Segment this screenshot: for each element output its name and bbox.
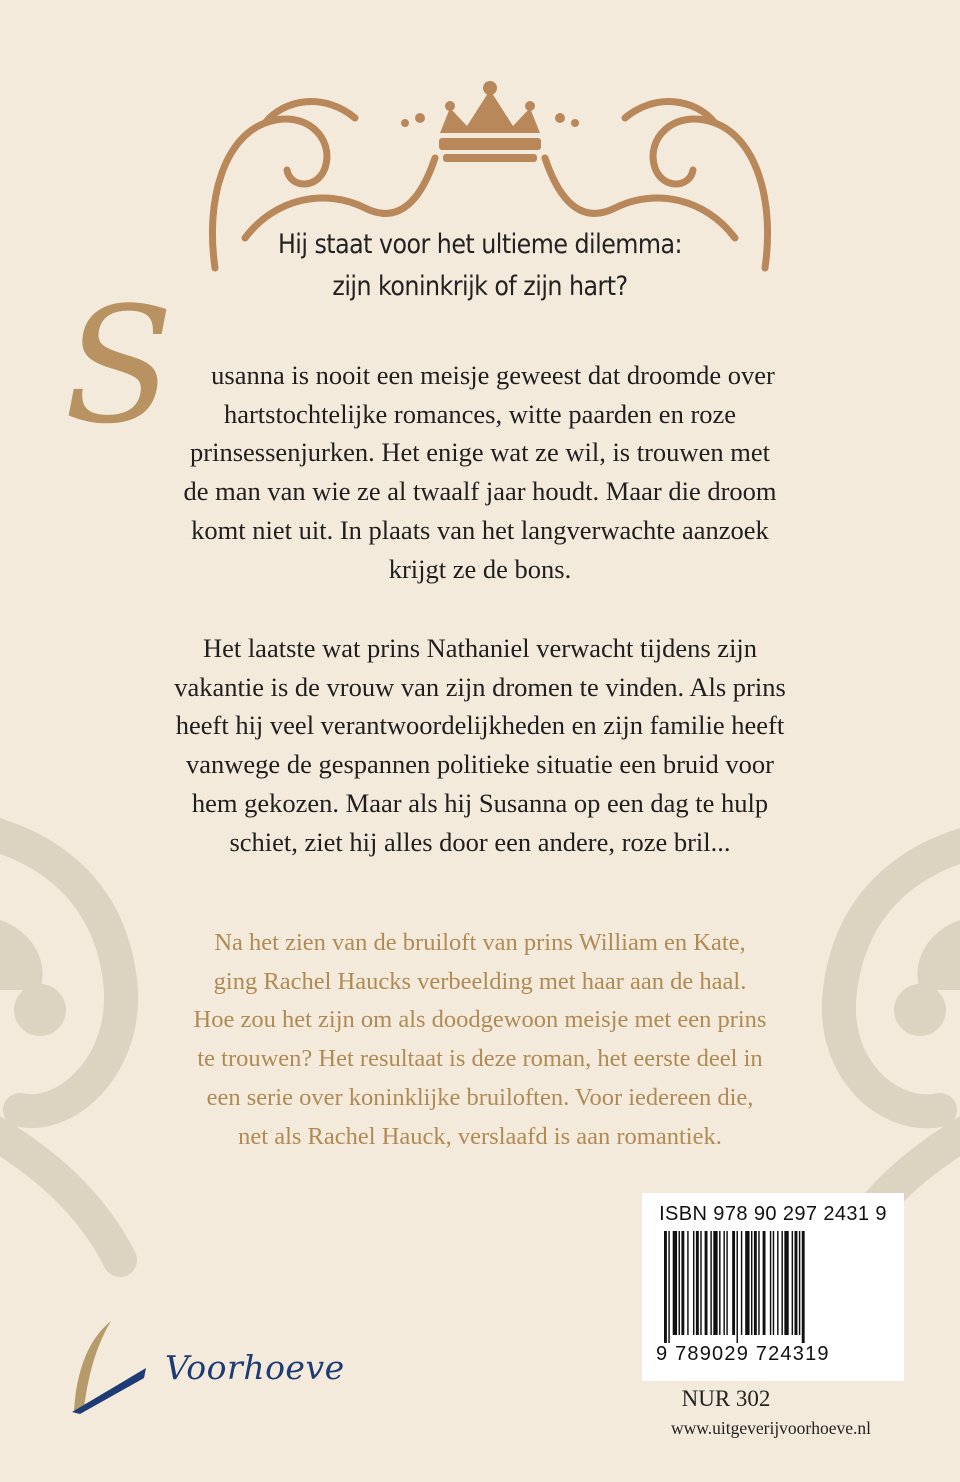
paragraph-line: ging Rachel Haucks verbeelding met haar aan de haal. <box>213 967 747 995</box>
paragraph-line: Na het zien van de bruiloft van prins William en Kate, <box>214 929 746 956</box>
paragraph-line: hartstochtelijke romances, witte paarden en roze <box>223 398 737 429</box>
barcode-bar <box>737 1231 738 1343</box>
synopsis-paragraph-1 <box>0 356 960 588</box>
paragraph-line: komt niet uit. In plaats van het langverwachte aanzoek <box>191 514 769 545</box>
barcode-digits: 9 789029 724319 <box>656 1343 830 1365</box>
quill-logo-icon <box>66 1316 156 1416</box>
barcode-bar <box>751 1231 752 1335</box>
publisher-name: Voorhoeve <box>165 1348 345 1387</box>
barcode-bar <box>681 1231 684 1335</box>
barcode-bar <box>799 1231 800 1335</box>
barcode-bar <box>700 1231 701 1335</box>
barcode-bar <box>719 1231 720 1335</box>
barcode-bar <box>693 1231 694 1335</box>
tagline-line-2: zijn koninkrijk of zijn hart? <box>332 271 628 302</box>
barcode-bar <box>784 1231 788 1335</box>
barcode-bar <box>777 1231 778 1335</box>
barcode-bar <box>705 1231 708 1335</box>
barcode-bar <box>741 1231 742 1335</box>
publisher-website: www.uitgeverijvoorhoeve.nl <box>670 1418 872 1438</box>
barcode-bar <box>758 1231 759 1335</box>
barcode-bar <box>745 1231 749 1335</box>
barcode-bar <box>732 1231 735 1335</box>
nur-code: NUR 302 <box>681 1386 771 1411</box>
barcode-bar <box>664 1231 667 1343</box>
paragraph-line: een serie over koninklijke bruiloften. Voor iedereen die, <box>206 1083 754 1111</box>
barcode-bar <box>726 1231 727 1335</box>
barcode-icon <box>664 1231 882 1343</box>
barcode-bar <box>679 1231 680 1335</box>
barcode-bar <box>673 1231 677 1335</box>
paragraph-line: schiet, ziet hij alles door een andere, roze bril... <box>229 826 731 857</box>
barcode-bar <box>710 1231 711 1335</box>
barcode-bar <box>795 1231 798 1335</box>
paragraph-line: net als Rachel Hauck, verslaafd is aan romantiek. <box>238 1122 722 1150</box>
barcode-bar <box>713 1231 717 1335</box>
paragraph-line: de man van wie ze al twaalf jaar houdt. Maar die droom <box>183 476 777 507</box>
barcode-bar <box>770 1231 771 1335</box>
paragraph-line: te trouwen? Het resultaat is deze roman, het eerste deel in <box>197 1045 763 1073</box>
paragraph-line: prinsessenjurken. Het enige wat ze wil, is trouwen met <box>190 437 770 468</box>
barcode-bar <box>773 1231 774 1335</box>
barcode-bar <box>802 1231 805 1343</box>
drop-cap: S <box>64 272 174 459</box>
paragraph-line: usanna is nooit een meisje geweest dat droomde over <box>211 360 775 390</box>
tagline <box>58 224 903 308</box>
barcode-bar <box>763 1231 766 1335</box>
barcode-bar <box>687 1231 688 1335</box>
tagline-line-1: Hij staat voor het ultieme dilemma: <box>277 229 683 260</box>
barcode-bar <box>792 1231 793 1335</box>
paragraph-line: vanwege de gespannen politieke situatie een bruid voor <box>186 749 774 780</box>
barcode-bar <box>781 1231 782 1335</box>
synopsis-paragraph-2 <box>0 629 960 861</box>
paragraph-line: vakantie is de vrouw van zijn dromen te vinden. Als prins <box>174 671 786 702</box>
paragraph-line: Hoe zou het zijn om als doodgewoon meisje met een prins <box>193 1006 767 1034</box>
paragraph-line: hem gekozen. Maar als hij Susanna op een dag te hulp <box>191 787 769 818</box>
paragraph-line: Het laatste wat prins Nathaniel verwacht tijdens zijn <box>202 633 758 663</box>
isbn-label: ISBN 978 90 297 2431 9 <box>659 1203 887 1225</box>
barcode-bar <box>754 1231 757 1335</box>
barcode-bar <box>696 1231 699 1335</box>
paragraph-line: krijgt ze de bons. <box>388 553 572 584</box>
author-note-paragraph <box>0 924 960 1156</box>
barcode-panel <box>642 1193 904 1381</box>
barcode-bar <box>668 1231 669 1343</box>
paragraph-line: heeft hij veel verantwoordelijkheden en zijn familie heeft <box>175 710 785 741</box>
barcode-bar <box>723 1231 724 1335</box>
